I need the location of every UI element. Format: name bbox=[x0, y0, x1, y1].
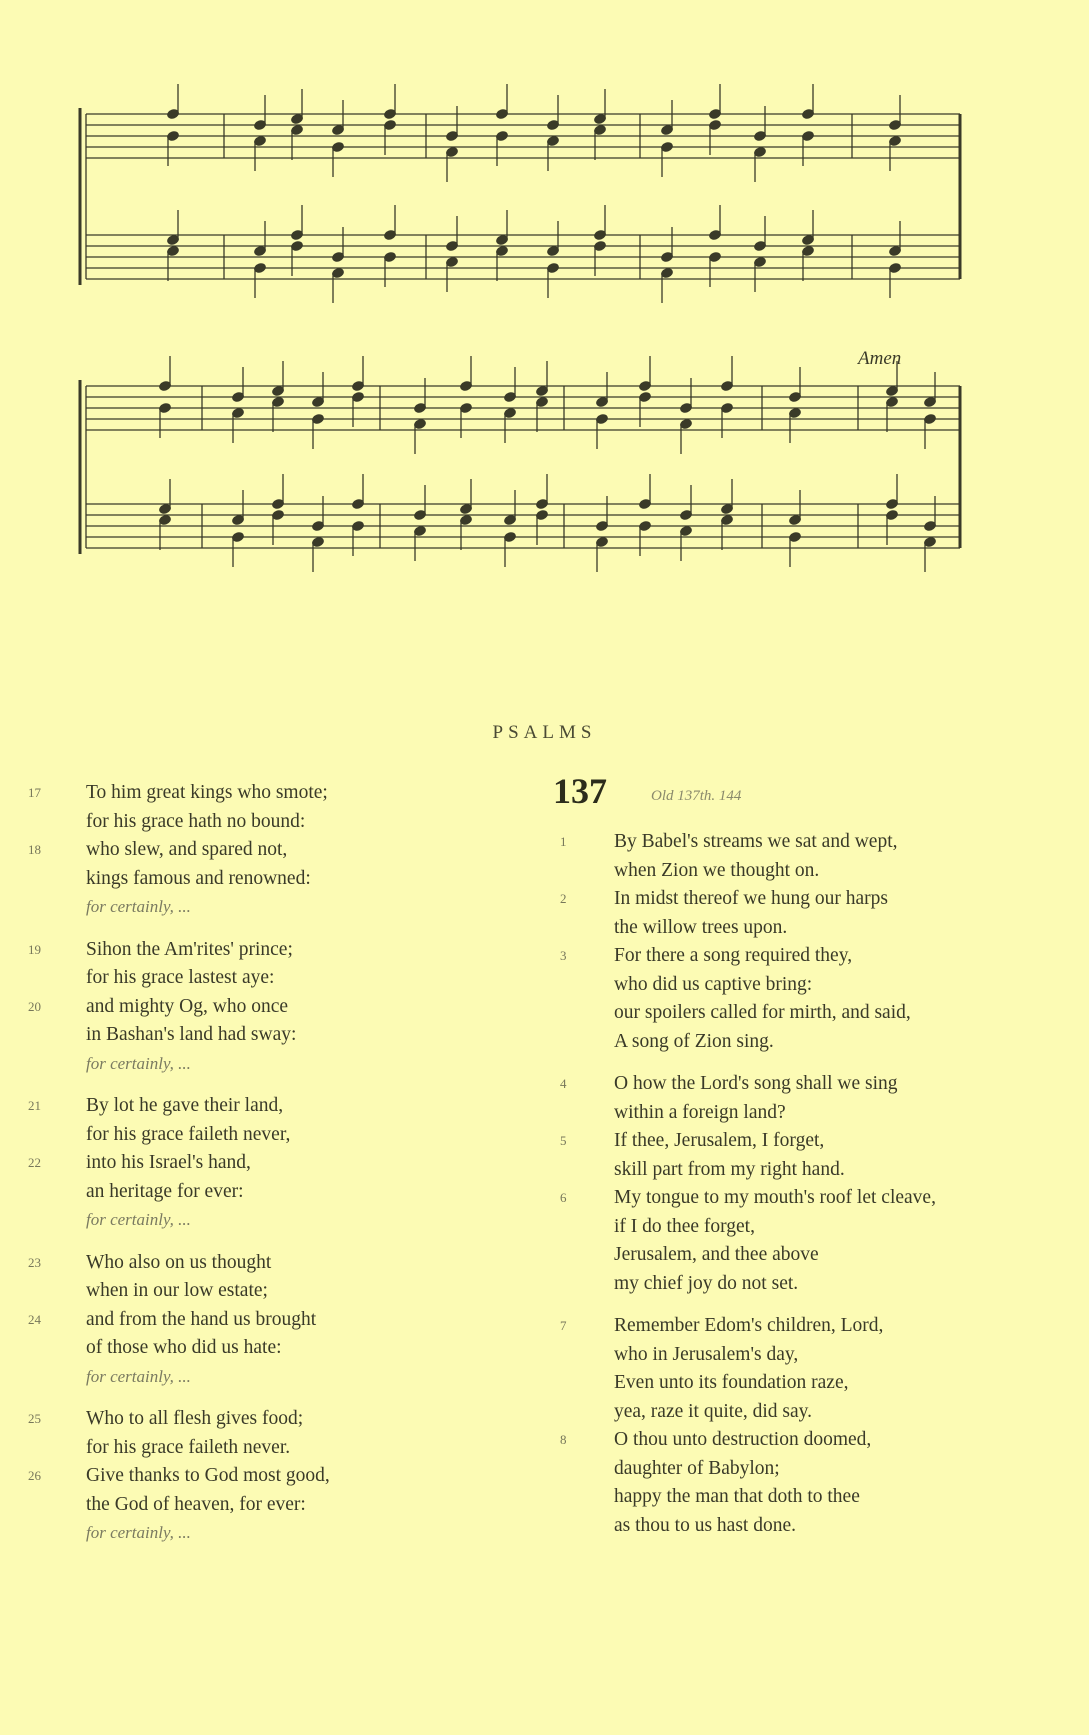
verse-text: for certainly, ... bbox=[86, 1053, 191, 1073]
verse-text: If thee, Jerusalem, I forget, bbox=[614, 1130, 825, 1151]
verse-line bbox=[560, 1398, 1080, 1427]
verse-line bbox=[560, 828, 1080, 857]
verse-number: 20 bbox=[28, 998, 41, 1014]
verse-line bbox=[560, 999, 1080, 1028]
verse-line bbox=[28, 964, 498, 993]
verse-text: in Bashan's land had sway: bbox=[86, 1024, 297, 1045]
verse-line bbox=[560, 1213, 1080, 1242]
verse-line bbox=[28, 1121, 498, 1150]
verse-number: 19 bbox=[28, 941, 41, 957]
verse-line bbox=[28, 779, 498, 808]
verse-number: 21 bbox=[28, 1098, 41, 1113]
verse-text: A song of Zion sing. bbox=[614, 1030, 774, 1052]
verse-line bbox=[560, 942, 1080, 971]
verse-number: 6 bbox=[560, 1190, 567, 1205]
verse-line bbox=[560, 857, 1080, 886]
amen-label: Amen bbox=[858, 348, 902, 369]
verse-text: happy the man that doth to thee bbox=[614, 1486, 860, 1507]
verse-text: for certainly, ... bbox=[86, 1210, 191, 1229]
verse-number: 23 bbox=[28, 1254, 41, 1270]
verse-line bbox=[28, 1306, 498, 1335]
verse-text: for certainly, ... bbox=[86, 1366, 191, 1386]
verse-text: Remember Edom's children, Lord, bbox=[614, 1315, 884, 1336]
verse-text: Jerusalem, and thee above bbox=[614, 1244, 819, 1265]
verse-line bbox=[560, 1184, 1080, 1213]
verse-text: into his Israel's hand, bbox=[86, 1152, 251, 1173]
verse-text: My tongue to my mouth's roof let cleave, bbox=[614, 1187, 936, 1208]
verse-number: 25 bbox=[28, 1411, 41, 1426]
verse-line bbox=[28, 1249, 498, 1278]
verse-text: when Zion we thought on. bbox=[614, 859, 820, 881]
verse-line bbox=[560, 1483, 1080, 1512]
verse-text: if I do thee forget, bbox=[614, 1215, 755, 1237]
verse-line bbox=[28, 936, 498, 965]
stanza bbox=[560, 1312, 1080, 1540]
refrain-line bbox=[28, 1206, 498, 1235]
verse-line bbox=[560, 1369, 1080, 1398]
tune-name: Old 137th. 144 bbox=[651, 788, 742, 804]
stanza bbox=[28, 779, 498, 922]
verse-text: the willow trees upon. bbox=[614, 916, 788, 938]
page-heading: PSALMS bbox=[492, 722, 597, 743]
verse-text: Give thanks to God most good, bbox=[86, 1465, 330, 1486]
verse-text: By lot he gave their land, bbox=[86, 1095, 284, 1116]
verse-number: 2 bbox=[560, 891, 567, 906]
verse-line bbox=[560, 1312, 1080, 1341]
refrain-line bbox=[28, 1050, 498, 1079]
stanza bbox=[28, 936, 498, 1079]
verse-text: By Babel's streams we sat and wept, bbox=[614, 831, 898, 852]
verse-text: for his grace faileth never, bbox=[86, 1123, 291, 1145]
verse-line bbox=[28, 1092, 498, 1121]
verse-number: 18 bbox=[28, 842, 41, 857]
verse-line bbox=[560, 1070, 1080, 1099]
verse-line bbox=[560, 1028, 1080, 1057]
stanza bbox=[560, 1070, 1080, 1298]
verse-line bbox=[28, 1462, 498, 1491]
verse-number: 7 bbox=[560, 1318, 567, 1333]
verse-line bbox=[28, 993, 498, 1022]
verse-text: our spoilers called for mirth, and said, bbox=[614, 1002, 911, 1023]
verse-line bbox=[560, 971, 1080, 1000]
score-system-1 bbox=[80, 84, 960, 303]
verse-line bbox=[560, 1156, 1080, 1185]
verse-line bbox=[560, 1512, 1080, 1541]
verse-text: Who to all flesh gives food; bbox=[86, 1408, 304, 1429]
verse-number: 4 bbox=[560, 1076, 567, 1091]
psalm-number: 137 bbox=[553, 771, 607, 811]
right-verse-column bbox=[560, 828, 1080, 1540]
verse-text: To him great kings who smote; bbox=[86, 782, 328, 803]
score-system-2 bbox=[80, 356, 960, 572]
verse-text: within a foreign land? bbox=[614, 1101, 786, 1123]
verse-number: 17 bbox=[28, 785, 41, 800]
refrain-line bbox=[28, 1519, 498, 1548]
verse-text: my chief joy do not set. bbox=[614, 1272, 799, 1294]
verse-line bbox=[28, 1178, 498, 1207]
verse-line bbox=[560, 1341, 1080, 1370]
verse-text: skill part from my right hand. bbox=[614, 1158, 845, 1180]
verse-line bbox=[28, 808, 498, 837]
refrain-line bbox=[28, 1363, 498, 1392]
stanza bbox=[28, 1405, 498, 1548]
stanza bbox=[28, 1092, 498, 1235]
verse-text: For there a song required they, bbox=[614, 945, 853, 966]
verse-text: of those who did us hate: bbox=[86, 1337, 282, 1358]
stanza bbox=[28, 1249, 498, 1392]
verse-text: when in our low estate; bbox=[86, 1280, 268, 1301]
verse-text: who in Jerusalem's day, bbox=[614, 1343, 799, 1365]
verse-line bbox=[28, 1277, 498, 1306]
verse-text: O thou unto destruction doomed, bbox=[614, 1429, 872, 1450]
verse-line bbox=[28, 1334, 498, 1363]
verse-text: for certainly, ... bbox=[86, 1523, 191, 1542]
verse-line bbox=[28, 865, 498, 894]
psalm-header bbox=[553, 770, 742, 820]
stanza bbox=[560, 828, 1080, 1056]
verse-text: daughter of Babylon; bbox=[614, 1457, 780, 1479]
verse-line bbox=[560, 1426, 1080, 1455]
verse-text: an heritage for ever: bbox=[86, 1180, 244, 1202]
verse-text: kings famous and renowned: bbox=[86, 867, 311, 889]
verse-text: for his grace hath no bound: bbox=[86, 810, 306, 832]
verse-text: for his grace lastest aye: bbox=[86, 967, 275, 988]
verse-line bbox=[28, 1491, 498, 1520]
refrain-line bbox=[28, 893, 498, 922]
verse-line bbox=[28, 1434, 498, 1463]
verse-text: for his grace faileth never. bbox=[86, 1436, 291, 1458]
verse-line bbox=[28, 1149, 498, 1178]
verse-line bbox=[28, 1405, 498, 1434]
verse-line bbox=[560, 1127, 1080, 1156]
verse-text: Who also on us thought bbox=[86, 1251, 272, 1273]
left-verse-column bbox=[28, 779, 498, 1548]
verse-line bbox=[560, 1099, 1080, 1128]
verse-line bbox=[28, 836, 498, 865]
verse-line bbox=[560, 1455, 1080, 1484]
verse-number: 3 bbox=[560, 948, 567, 963]
verse-text: who slew, and spared not, bbox=[86, 839, 288, 860]
verse-line bbox=[560, 914, 1080, 943]
verse-line bbox=[560, 1241, 1080, 1270]
verse-number: 8 bbox=[560, 1432, 567, 1447]
verse-text: In midst thereof we hung our harps bbox=[614, 888, 889, 909]
verse-number: 5 bbox=[560, 1133, 567, 1148]
verse-text: and from the hand us brought bbox=[86, 1308, 317, 1330]
music-score bbox=[0, 0, 1089, 600]
verse-number: 22 bbox=[28, 1155, 41, 1170]
verse-text: Sihon the Am'rites' prince; bbox=[86, 938, 293, 960]
verse-text: and mighty Og, who once bbox=[86, 995, 289, 1017]
verse-number: 24 bbox=[28, 1311, 41, 1327]
verse-text: Even unto its foundation raze, bbox=[614, 1372, 849, 1393]
verse-text: O how the Lord's song shall we sing bbox=[614, 1073, 898, 1094]
verse-line bbox=[560, 1270, 1080, 1299]
verse-text: the God of heaven, for ever: bbox=[86, 1493, 306, 1515]
verse-text: who did us captive bring: bbox=[614, 973, 813, 995]
verse-text: for certainly, ... bbox=[86, 897, 191, 916]
verse-text: as thou to us hast done. bbox=[614, 1514, 796, 1536]
verse-text: yea, raze it quite, did say. bbox=[614, 1400, 812, 1422]
verse-line bbox=[560, 885, 1080, 914]
verse-number: 1 bbox=[560, 834, 567, 849]
verse-line bbox=[28, 1021, 498, 1050]
verse-number: 26 bbox=[28, 1468, 41, 1483]
